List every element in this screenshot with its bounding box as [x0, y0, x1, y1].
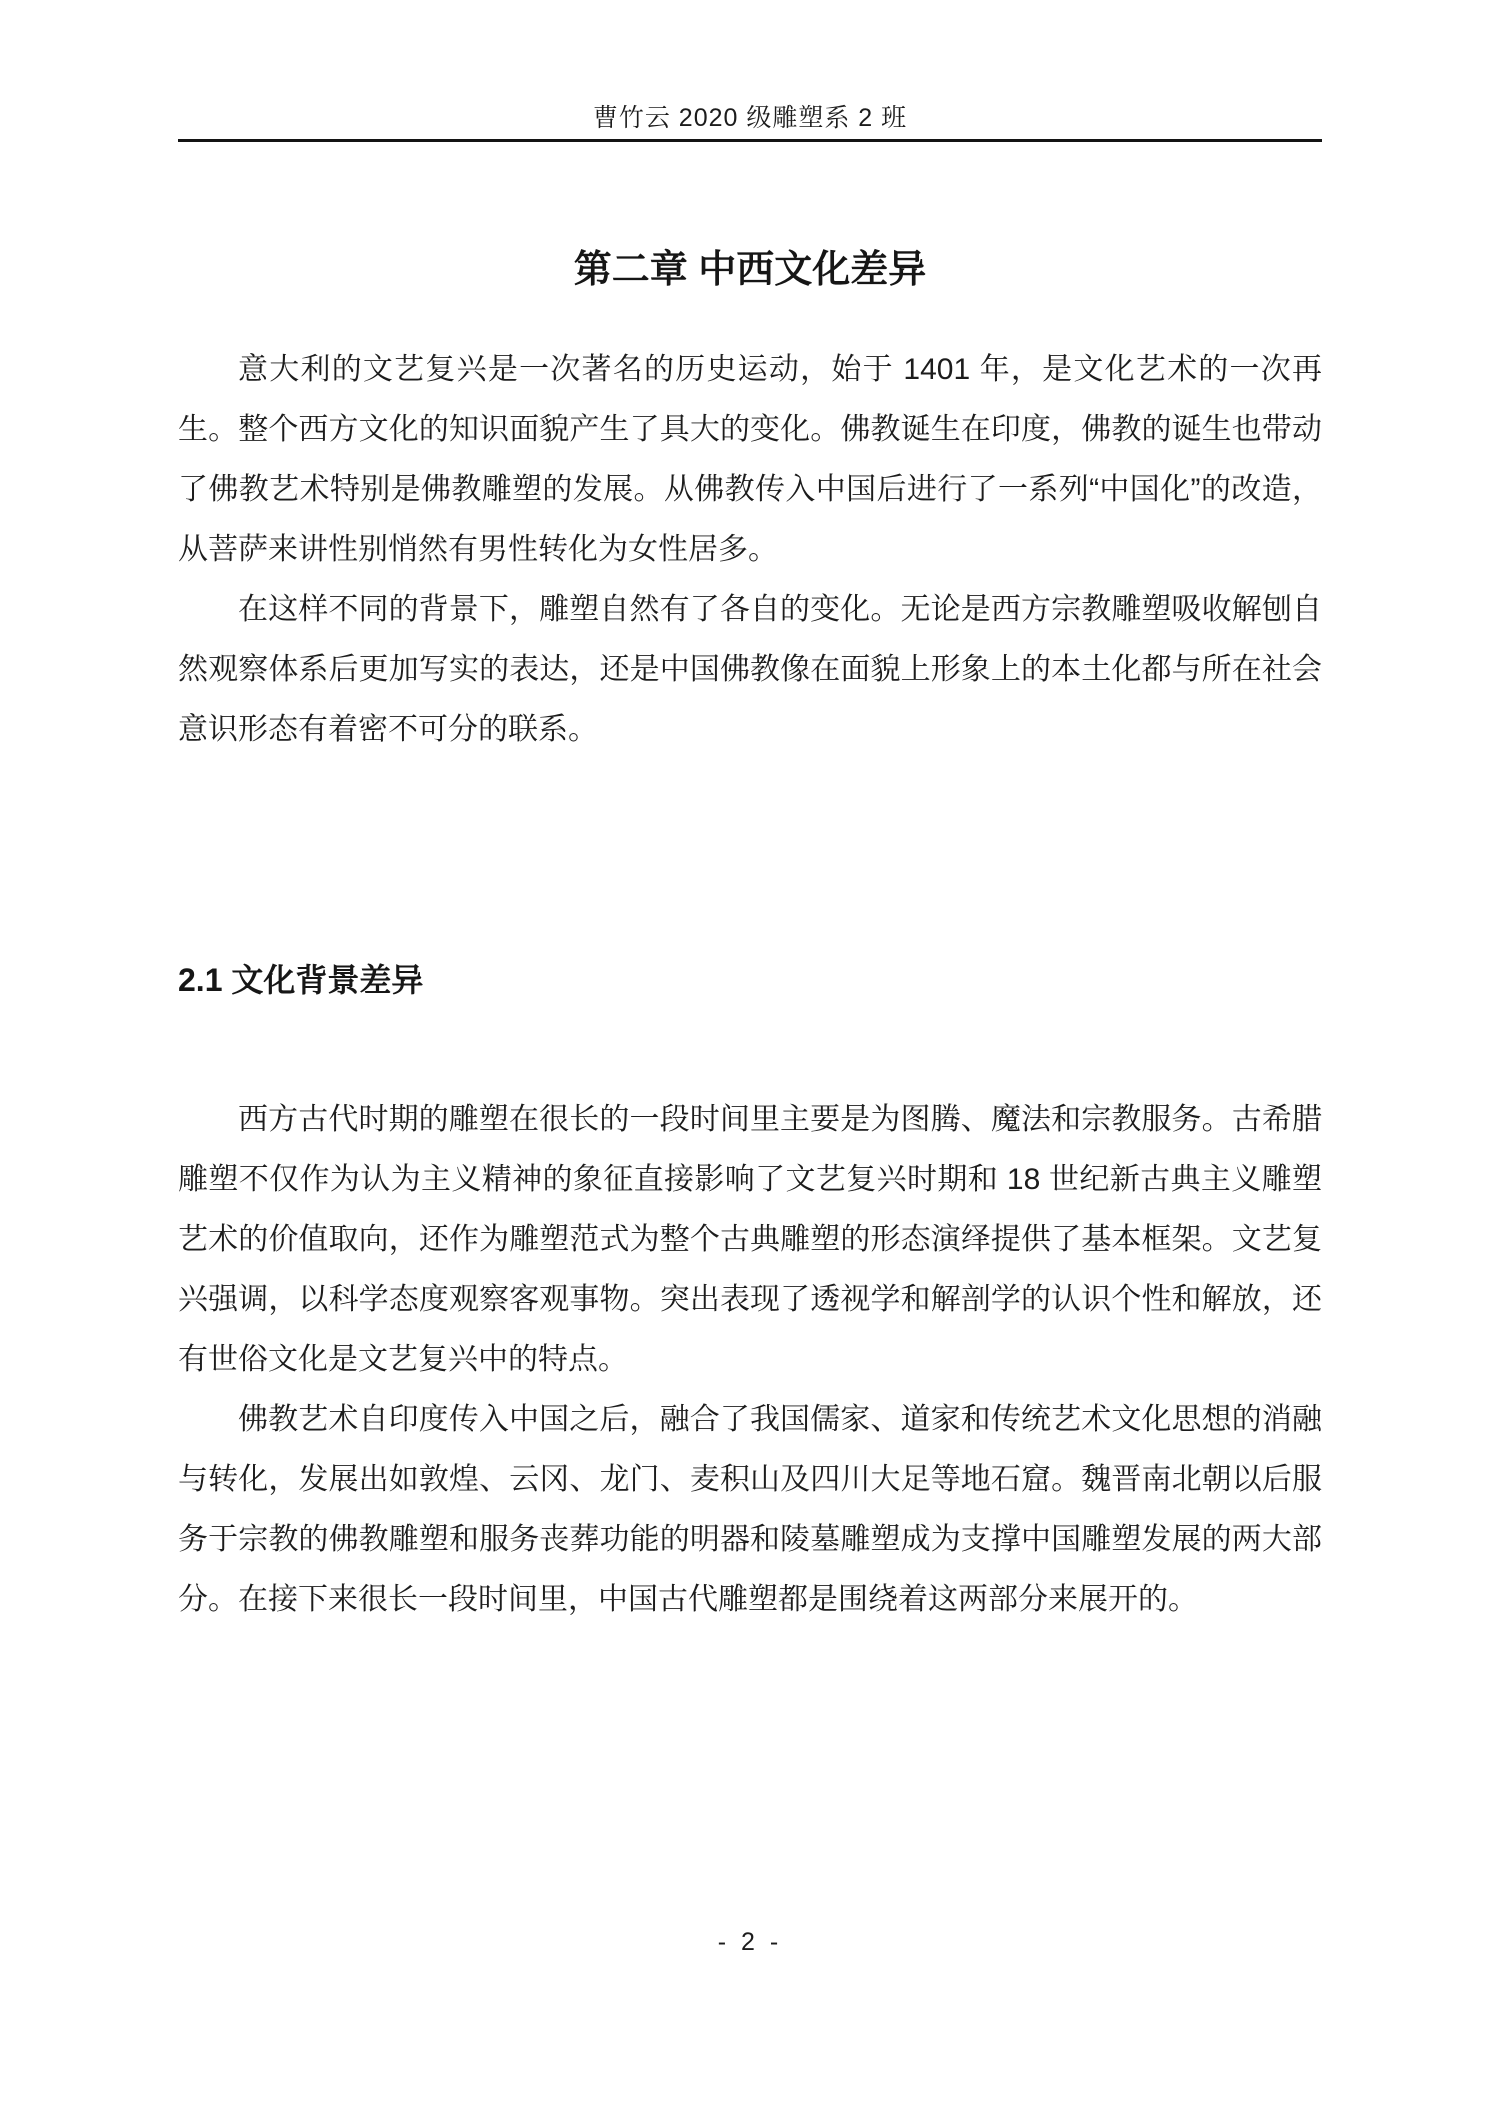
paragraph-4: 佛教艺术自印度传入中国之后，融合了我国儒家、道家和传统艺术文化思想的消融与转化，发展出如敦煌、云冈、龙门、麦积山及四川大足等地石窟。魏晋南北朝以后服务于宗教的佛教雕塑和服务丧葬功能的明器和陵墓雕塑成为支撑中国雕塑发展的两大部分。在接下来很长一段时间里，中国古代雕塑都是围绕着这两部分来展开的。: [178, 1403, 1322, 1616]
header-text: 曹竹云 2020 级雕塑系 2 班: [592, 104, 908, 132]
page-footer: [0, 1925, 1500, 1959]
chapter-title: 第二章 中西文化差异: [573, 249, 927, 291]
document-body: [178, 340, 1322, 1630]
paragraph-2: 在这样不同的背景下，雕塑自然有了各自的变化。无论是西方宗教雕塑吸收解刨自然观察体系后更加写实的表达，还是中国佛教像在面貌上形象上的本土化都与所在社会意识形态有着密不可分的联系。: [178, 593, 1322, 746]
section-heading-2-1: 2.1 文化背景差异: [178, 962, 424, 998]
paragraph-3: 西方古代时期的雕塑在很长的一段时间里主要是为图腾、魔法和宗教服务。古希腊雕塑不仅作为认为主义精神的象征直接影响了文艺复兴时期和 18 世纪新古典主义雕塑艺术的价值取向，还作为雕塑范式为整个古典雕塑的形态演绎提供了基本框架。文艺复兴强调，以科学态度观察客观事物。突出表现了透视学和解剖学的认识个性和解放，还有世俗文化是文艺复兴中的特点。: [178, 1103, 1322, 1376]
header-divider: [178, 139, 1322, 142]
page-number: - 2 -: [717, 1928, 783, 1956]
paragraph-1: 意大利的文艺复兴是一次著名的历史运动，始于 1401 年，是文化艺术的一次再生。整个西方文化的知识面貌产生了具大的变化。佛教诞生在印度，佛教的诞生也带动了佛教艺术特别是佛教雕塑的发展。从佛教传入中国后进行了一系列“中国化”的改造，从菩萨来讲性别悄然有男性转化为女性居多。: [178, 353, 1322, 566]
